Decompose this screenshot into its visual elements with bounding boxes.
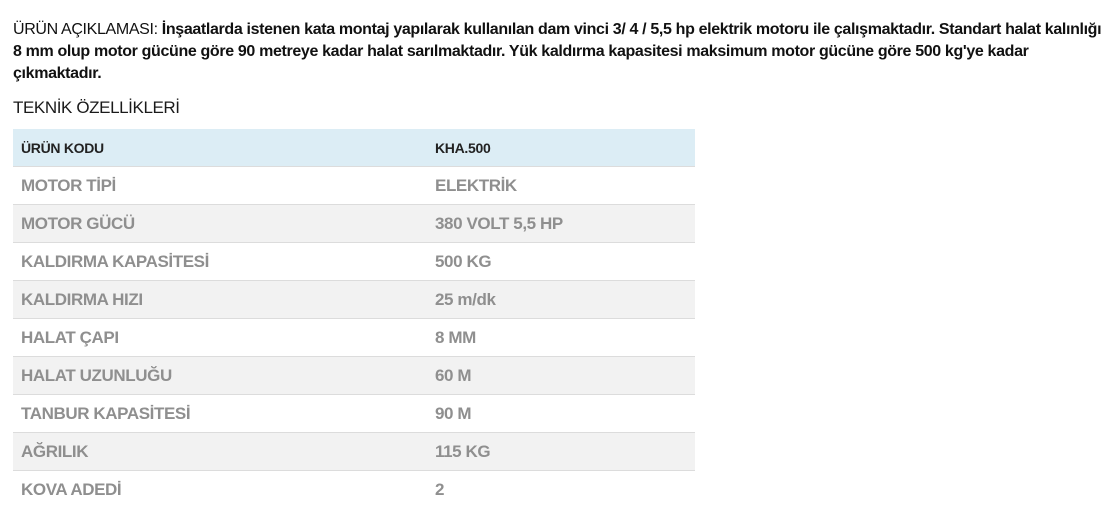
spec-value: 500 KG <box>427 243 695 281</box>
spec-value: 60 M <box>427 357 695 395</box>
table-row <box>13 319 695 357</box>
table-row <box>13 357 695 395</box>
spec-label: KOVA ADEDİ <box>21 479 122 499</box>
product-code-label: ÜRÜN KODU <box>13 129 427 167</box>
spec-label: AĞRILIK <box>13 433 427 471</box>
spec-value: 2 <box>435 479 445 499</box>
spec-value: ELEKTRİK <box>427 167 695 205</box>
spec-label: TANBUR KAPASİTESİ <box>13 395 427 433</box>
table-row <box>13 433 695 471</box>
product-description-label: ÜRÜN AÇIKLAMASI: <box>13 21 158 38</box>
spec-label: HALAT UZUNLUĞU <box>13 357 427 395</box>
table-row <box>13 471 695 509</box>
table-row <box>13 395 695 433</box>
technical-specs-table <box>13 129 695 508</box>
spec-label: KALDIRMA HIZI <box>13 281 427 319</box>
table-row <box>13 281 695 319</box>
spec-label: HALAT ÇAPI <box>13 319 427 357</box>
spec-label: MOTOR GÜCÜ <box>13 205 427 243</box>
product-description-text: İnşaatlarda istenen kata montaj yapılarak kullanılan dam vinci 3/ 4 / 5,5 hp elektrik motoru ile çalışmaktadır. Standart halat kalınlığı 8 mm olup motor gücüne göre 90 metreye kadar halat sarılmaktadır. Yük kaldırma kapasitesi maksimum motor gücüne göre 500 kg'ye kadar çıkmaktadır. <box>13 21 1102 82</box>
table-row <box>13 205 695 243</box>
spec-label: MOTOR TİPİ <box>13 167 427 205</box>
spec-value: 380 VOLT 5,5 HP <box>427 205 695 243</box>
table-row <box>13 167 695 205</box>
table-header-row <box>13 129 695 167</box>
spec-value: 115 KG <box>427 433 695 471</box>
spec-label: KALDIRMA KAPASİTESİ <box>13 243 427 281</box>
technical-specs-title: TEKNİK ÖZELLİKLERİ <box>13 98 180 117</box>
product-code-value: KHA.500 <box>427 129 695 167</box>
product-description <box>13 19 1105 85</box>
spec-value: 25 m/dk <box>427 281 695 319</box>
spec-value: 8 MM <box>427 319 695 357</box>
table-row <box>13 243 695 281</box>
spec-value: 90 M <box>427 395 695 433</box>
